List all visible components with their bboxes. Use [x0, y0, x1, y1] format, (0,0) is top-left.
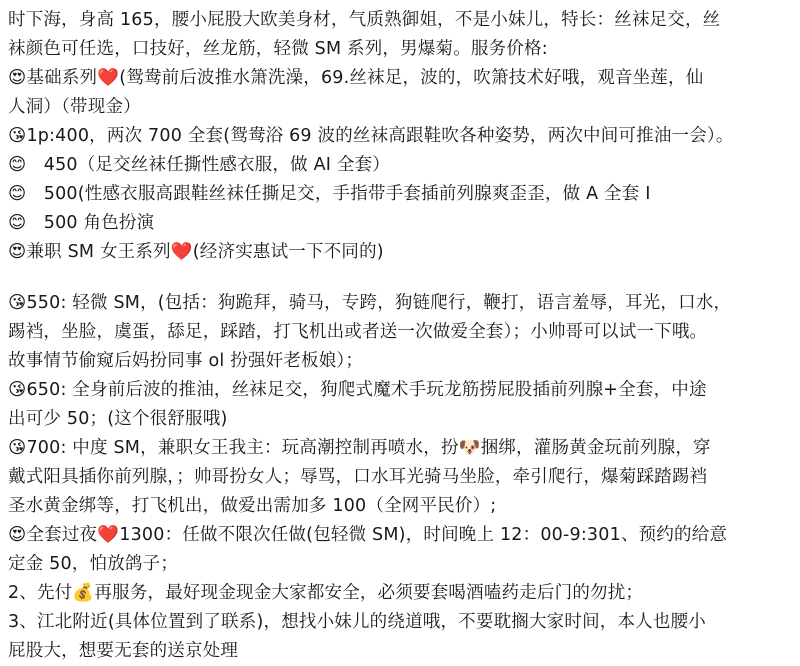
document-line: 故事情节偷窥后妈扮同事 ol 扮强奸老板娘）；	[8, 351, 364, 371]
document-line: 😊 500(性感衣服高跟鞋丝袜任撕足交，手指带手套插前列腺爽歪歪，做 A 全套 I	[8, 184, 651, 204]
document-line: 时下海，身高 165，腰小屁股大欧美身材，气质熟御姐，不是小妹儿，特长：丝袜足交，丝	[8, 10, 721, 30]
document-line: 😘650: 全身前后波的推油，丝袜足交，狗爬式魔术手玩龙筋捞屁股插前列腺+全套，中途	[8, 380, 707, 400]
document-line: 袜颜色可任选，口技好，丝龙筋，轻微 SM 系列，男爆菊。服务价格:	[8, 39, 548, 59]
document-line: 人洞）（带现金）	[8, 97, 141, 117]
document-line: 定金 50，怕放鸽子；	[8, 554, 179, 574]
document-line: 😘1p:400，两次 700 全套(鸳鸯浴 69 波的丝袜高跟鞋吹各种姿势，两次中间可推油一会）。	[8, 126, 734, 146]
document-line: 踢裆，坐脸，虞蛋，舔足，踩踏，打飞机出或者送一次做爱全套）；小帅哥可以试一下哦。	[8, 322, 708, 342]
document-line: 😍兼职 SM 女王系列❤️(经济实惠试一下不同的)	[8, 242, 384, 262]
document-body	[8, 6, 790, 666]
paragraph-spacer	[8, 267, 790, 289]
document-line: 😊 500 角色扮演	[8, 213, 155, 233]
document-line: 3、江北附近(具体位置到了联系)，想找小妹儿的绕道哦，不要耽搁大家时间，本人也腰小	[8, 612, 706, 632]
document-line: 😘700: 中度 SM，兼职女王我主：玩高潮控制再喷水，扮🐶捆绑，灌肠黄金玩前列腺，穿	[8, 438, 711, 458]
document-line: 😍全套过夜❤️1300：任做不限次任做(包轻微 SM)，时间晚上 12：00-9:301、预约的给意	[8, 525, 728, 545]
document-line: 😍基础系列❤️(鸳鸯前后波推水箫洗澡，69.丝袜足，波的，吹箫技术好哦，观音坐莲，仙	[8, 68, 704, 88]
document-line: 屁股大，想要无套的送京处理	[8, 641, 239, 661]
document-line: 圣水黄金绑等，打飞机出，做爱出需加多 100（全网平民价）;	[8, 496, 497, 516]
document-line: 2、先付💰再服务，最好现金现金大家都安全，必须要套喝酒嗑药走后门的勿扰；	[8, 583, 644, 603]
document-line: 出可少 50；(这个很舒服哦)	[8, 409, 228, 429]
document-line: 戴式阳具插你前列腺，；帅哥扮女人；辱骂，口水耳光骑马坐脸，牵引爬行，爆菊踩踏踢裆	[8, 467, 708, 487]
document-line: 😘550: 轻微 SM，(包括：狗跪拜，骑马，专跨，狗链爬行，鞭打，语言羞辱，耳光，口水，	[8, 293, 732, 313]
document-line: 😊 450（足交丝袜任撕性感衣服，做 AI 全套）	[8, 155, 390, 175]
